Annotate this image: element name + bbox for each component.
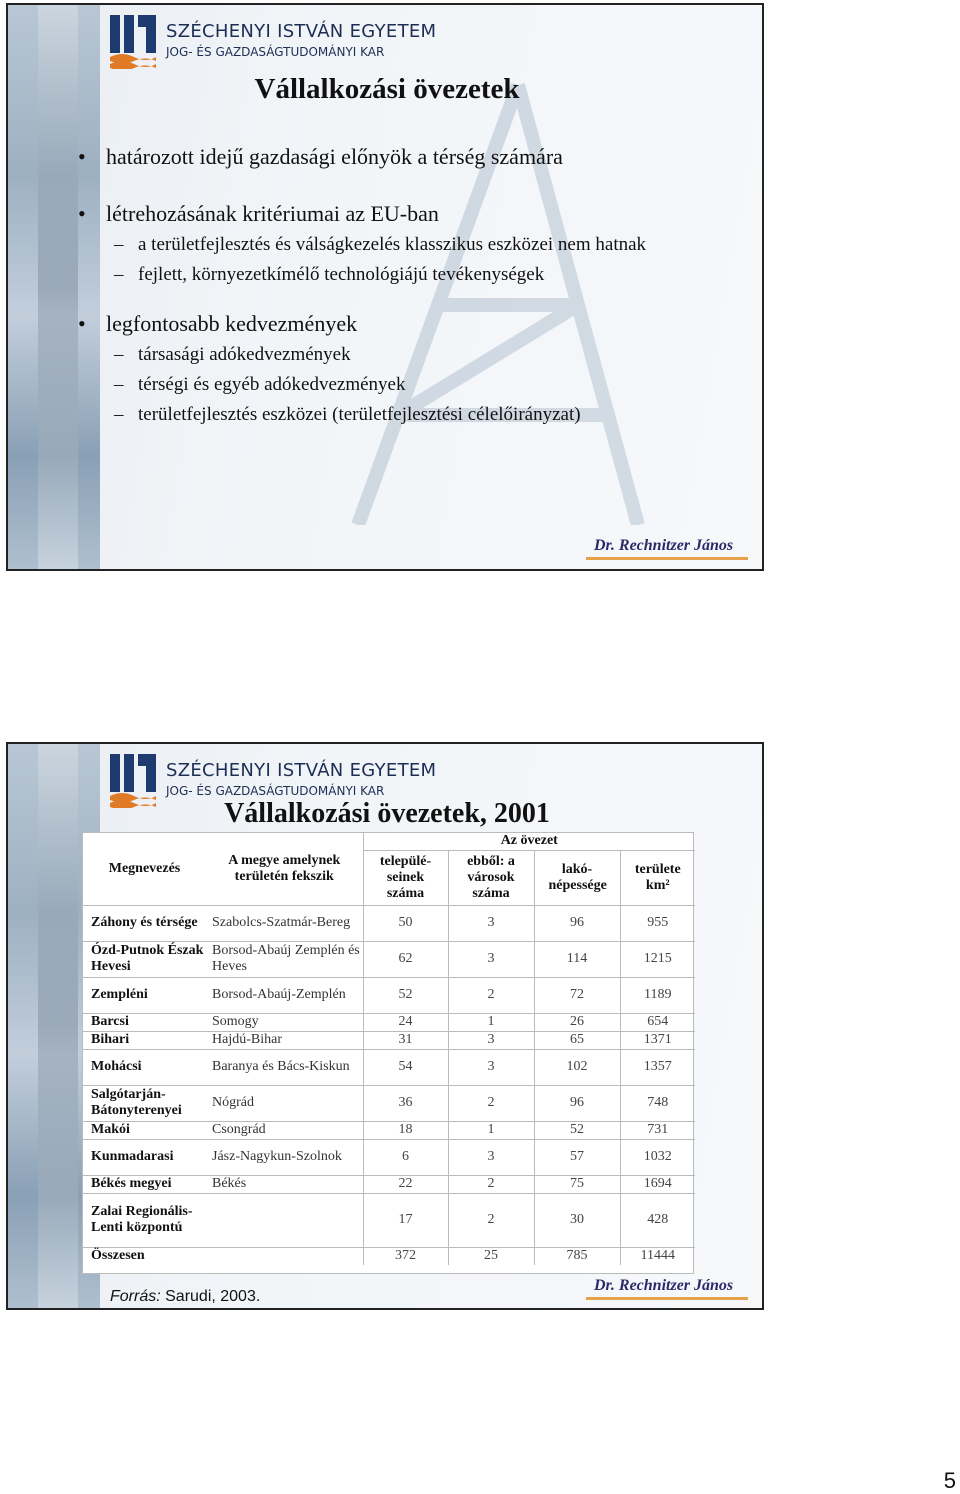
cell-population: 102 (534, 1049, 620, 1085)
cell-settlements: 17 (363, 1193, 448, 1247)
cell-name: Összesen (83, 1247, 206, 1265)
cell-population: 96 (534, 1085, 620, 1121)
table-row (83, 941, 695, 977)
slide-2 (6, 742, 764, 1310)
bullet-item: • létrehozásának kritériumai az EU-ban (78, 200, 748, 228)
table-row (83, 1193, 695, 1247)
cell-population: 785 (534, 1247, 620, 1265)
cell-county: Csongrád (206, 1121, 363, 1139)
cell-area: 11444 (620, 1247, 695, 1265)
logo-subtitle: JOG- ÉS GAZDASÁGTUDOMÁNYI KAR (166, 45, 385, 59)
cell-population: 96 (534, 905, 620, 941)
cell-area: 1189 (620, 977, 695, 1013)
table-body (83, 905, 695, 1265)
cell-name: Zalai Regionális-Lenti központú (83, 1193, 206, 1247)
cell-area: 1032 (620, 1139, 695, 1175)
cell-settlements: 22 (363, 1175, 448, 1193)
cell-towns: 2 (448, 977, 534, 1013)
university-logo (108, 13, 438, 71)
cell-towns: 3 (448, 1049, 534, 1085)
cell-towns: 1 (448, 1121, 534, 1139)
cell-population: 26 (534, 1013, 620, 1031)
cell-area: 1357 (620, 1049, 695, 1085)
sub-bullet-item: – társasági adókedvezmények (78, 340, 748, 370)
cell-settlements: 50 (363, 905, 448, 941)
logo-title: SZÉCHENYI ISTVÁN EGYETEM (166, 760, 437, 781)
cell-population: 52 (534, 1121, 620, 1139)
cell-county: Nógrád (206, 1085, 363, 1121)
bullet-item: • határozott idejű gazdasági előnyök a térség számára (78, 143, 748, 171)
cell-area: 1694 (620, 1175, 695, 1193)
cell-settlements: 372 (363, 1247, 448, 1265)
bullet-item: • legfontosabb kedvezmények (78, 310, 748, 338)
cell-area: 1371 (620, 1031, 695, 1049)
cell-towns: 2 (448, 1175, 534, 1193)
cell-population: 65 (534, 1031, 620, 1049)
logo-subtitle: JOG- ÉS GAZDASÁGTUDOMÁNYI KAR (166, 784, 385, 798)
header-group: Az övezet (363, 833, 695, 850)
table-row (83, 1085, 695, 1121)
cell-towns: 25 (448, 1247, 534, 1265)
enterprise-zones-table (82, 832, 694, 1274)
cell-towns: 3 (448, 941, 534, 977)
bullet-list (78, 143, 748, 430)
cell-settlements: 36 (363, 1085, 448, 1121)
cell-name: Makói (83, 1121, 206, 1139)
cell-towns: 1 (448, 1013, 534, 1031)
cell-county: Baranya és Bács-Kiskun (206, 1049, 363, 1085)
slide-1 (6, 3, 764, 571)
cell-county: Borsod-Abaúj-Zemplén (206, 977, 363, 1013)
sub-bullet-item: – fejlett, környezetkímélő technológiájú tevékenységek (78, 260, 748, 290)
header-area: területe km² (620, 850, 695, 905)
table-row (83, 977, 695, 1013)
cell-name: Bihari (83, 1031, 206, 1049)
cell-population: 30 (534, 1193, 620, 1247)
logo-title: SZÉCHENYI ISTVÁN EGYETEM (166, 21, 437, 42)
source-label: Forrás: (110, 1288, 161, 1305)
cell-county: Szabolcs-Szatmár-Bereg (206, 905, 363, 941)
cell-name: Záhony és térsége (83, 905, 206, 941)
table-row (83, 1175, 695, 1193)
table-row (83, 1121, 695, 1139)
cell-area: 428 (620, 1193, 695, 1247)
cell-area: 731 (620, 1121, 695, 1139)
cell-towns: 2 (448, 1085, 534, 1121)
cell-settlements: 18 (363, 1121, 448, 1139)
header-county: A megye amelynek területén fekszik (228, 852, 341, 884)
author-name: Dr. Rechnitzer János (594, 1277, 734, 1294)
cell-settlements: 54 (363, 1049, 448, 1085)
logo-mark-icon (108, 13, 158, 69)
cell-area: 955 (620, 905, 695, 941)
cell-area: 1215 (620, 941, 695, 977)
cell-settlements: 6 (363, 1139, 448, 1175)
table-row (83, 1031, 695, 1049)
cell-population: 114 (534, 941, 620, 977)
cell-name: Salgótarján-Bátonyterenyei (83, 1085, 206, 1121)
sub-bullet-item: – területfejlesztés eszközei (területfejlesztési célelőirányzat) (78, 400, 748, 430)
cell-settlements: 62 (363, 941, 448, 977)
cell-towns: 3 (448, 1139, 534, 1175)
author-name: Dr. Rechnitzer János (594, 537, 734, 554)
cell-name: Kunmadarasi (83, 1139, 206, 1175)
cell-name: Mohácsi (83, 1049, 206, 1085)
cell-county: Somogy (206, 1013, 363, 1031)
header-name: Megnevezés (108, 860, 181, 876)
cell-name: Békés megyei (83, 1175, 206, 1193)
source-note (110, 1288, 260, 1306)
cell-county (206, 1247, 363, 1265)
cell-area: 748 (620, 1085, 695, 1121)
cell-county: Jász-Nagykun-Szolnok (206, 1139, 363, 1175)
author-underline (586, 1297, 748, 1300)
source-text: Sarudi, 2003. (160, 1288, 261, 1305)
header-towns: ebből: a városok száma (448, 850, 534, 905)
cell-area: 654 (620, 1013, 695, 1031)
cell-towns: 3 (448, 905, 534, 941)
header-population: lakó-népessége (534, 850, 620, 905)
author-underline (586, 557, 748, 560)
cell-name: Barcsi (83, 1013, 206, 1031)
table-row (83, 1013, 695, 1031)
slide-title: Vállalkozási övezetek (254, 73, 520, 105)
cell-name: Ózd-Putnok Észak Hevesi (83, 941, 206, 977)
sub-bullet-item: – a területfejlesztés és válságkezelés klasszikus eszközei nem hatnak (78, 230, 748, 260)
cell-towns: 3 (448, 1031, 534, 1049)
page-number: 5 (943, 1468, 956, 1493)
cell-settlements: 52 (363, 977, 448, 1013)
cell-population: 57 (534, 1139, 620, 1175)
cell-towns: 2 (448, 1193, 534, 1247)
sub-bullet-item: – térségi és egyéb adókedvezmények (78, 370, 748, 400)
table-row (83, 1049, 695, 1085)
cell-settlements: 31 (363, 1031, 448, 1049)
header-settlements: települé-seinek száma (363, 850, 448, 905)
table-row (83, 1247, 695, 1265)
cell-population: 72 (534, 977, 620, 1013)
slide-title: Vállalkozási övezetek, 2001 (224, 798, 550, 829)
cell-county (206, 1193, 363, 1247)
cell-settlements: 24 (363, 1013, 448, 1031)
cell-county: Borsod-Abaúj Zemplén és Heves (206, 941, 363, 977)
table-row (83, 1139, 695, 1175)
table-row (83, 905, 695, 941)
cell-county: Hajdú-Bihar (206, 1031, 363, 1049)
cell-county: Békés (206, 1175, 363, 1193)
cell-name: Zempléni (83, 977, 206, 1013)
cell-population: 75 (534, 1175, 620, 1193)
